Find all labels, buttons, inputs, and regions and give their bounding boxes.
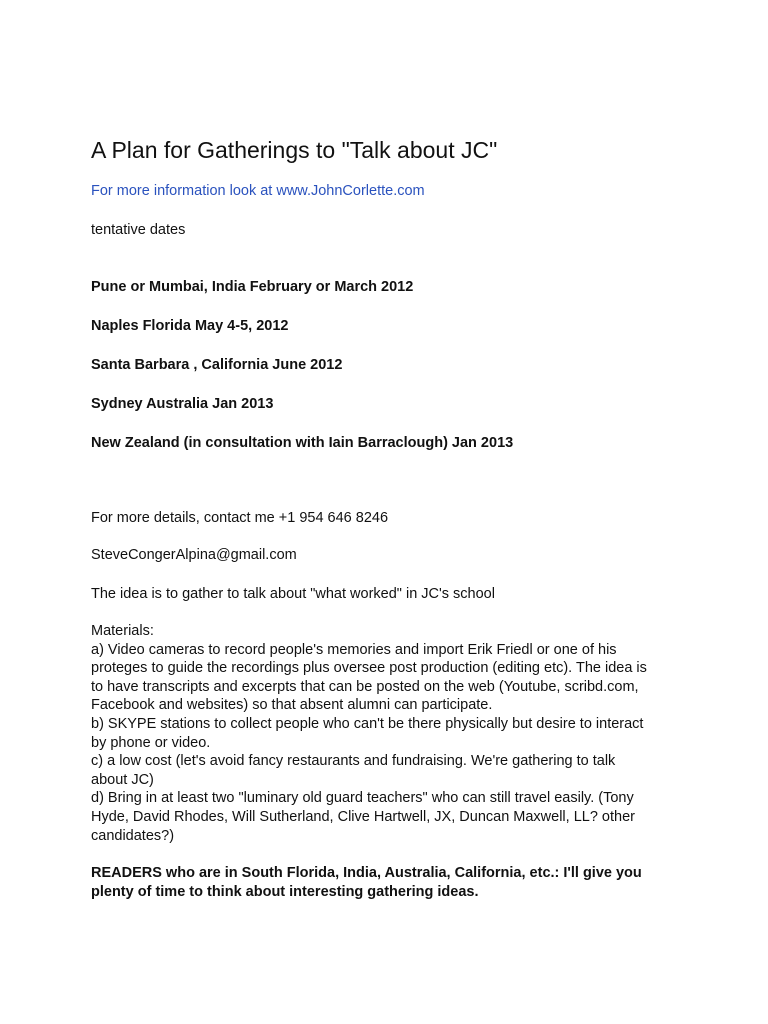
idea-line: The idea is to gather to talk about "what worked" in JC's school bbox=[91, 586, 495, 602]
materials-line: about JC) bbox=[91, 771, 154, 788]
materials-line: proteges to guide the recordings plus oversee post production (editing etc). The idea is bbox=[91, 660, 647, 677]
readers-line: plenty of time to think about interesting gathering ideas. bbox=[91, 883, 479, 900]
more-info-link[interactable]: For more information look at www.JohnCorlette.com bbox=[91, 183, 425, 199]
materials-line: c) a low cost (let's avoid fancy restaurants and fundraising. We're gathering to talk bbox=[91, 753, 616, 770]
email-address[interactable]: SteveCongerAlpina@gmail.com bbox=[91, 547, 297, 563]
materials-line: by phone or video. bbox=[91, 734, 211, 751]
materials-line: Materials: bbox=[91, 623, 154, 639]
contact-line: For more details, contact me +1 954 646 8246 bbox=[91, 510, 389, 526]
materials-line: Hyde, David Rhodes, Will Sutherland, Clive Hartwell, JX, Duncan Maxwell, LL? other bbox=[91, 808, 635, 825]
materials-line: a) Video cameras to record people's memories and import Erik Friedl or one of his bbox=[91, 641, 617, 658]
materials-line: candidates?) bbox=[91, 827, 175, 844]
event-naples-florida: Naples Florida May 4-5, 2012 bbox=[91, 318, 289, 334]
materials-line: to have transcripts and excerpts that can be posted on the web (Youtube, scribd.com, bbox=[91, 678, 639, 695]
materials-section bbox=[91, 622, 671, 845]
materials-line: b) SKYPE stations to collect people who can't be there physically but desire to interact bbox=[91, 715, 644, 732]
readers-section bbox=[91, 864, 671, 901]
event-sydney-australia: Sydney Australia Jan 2013 bbox=[91, 396, 274, 412]
event-santa-barbara: Santa Barbara , California June 2012 bbox=[91, 357, 343, 373]
tentative-dates-label: tentative dates bbox=[91, 222, 186, 238]
materials-line: d) Bring in at least two "luminary old guard teachers" who can still travel easily. (Tony bbox=[91, 790, 634, 807]
document-title: A Plan for Gatherings to "Talk about JC" bbox=[91, 137, 498, 163]
materials-line: Facebook and websites) so that absent alumni can participate. bbox=[91, 697, 493, 714]
event-new-zealand: New Zealand (in consultation with Iain Barraclough) Jan 2013 bbox=[91, 435, 514, 451]
readers-line: READERS who are in South Florida, India, Australia, California, etc.: I'll give you bbox=[91, 865, 642, 881]
event-pune-mumbai: Pune or Mumbai, India February or March 2012 bbox=[91, 279, 414, 295]
